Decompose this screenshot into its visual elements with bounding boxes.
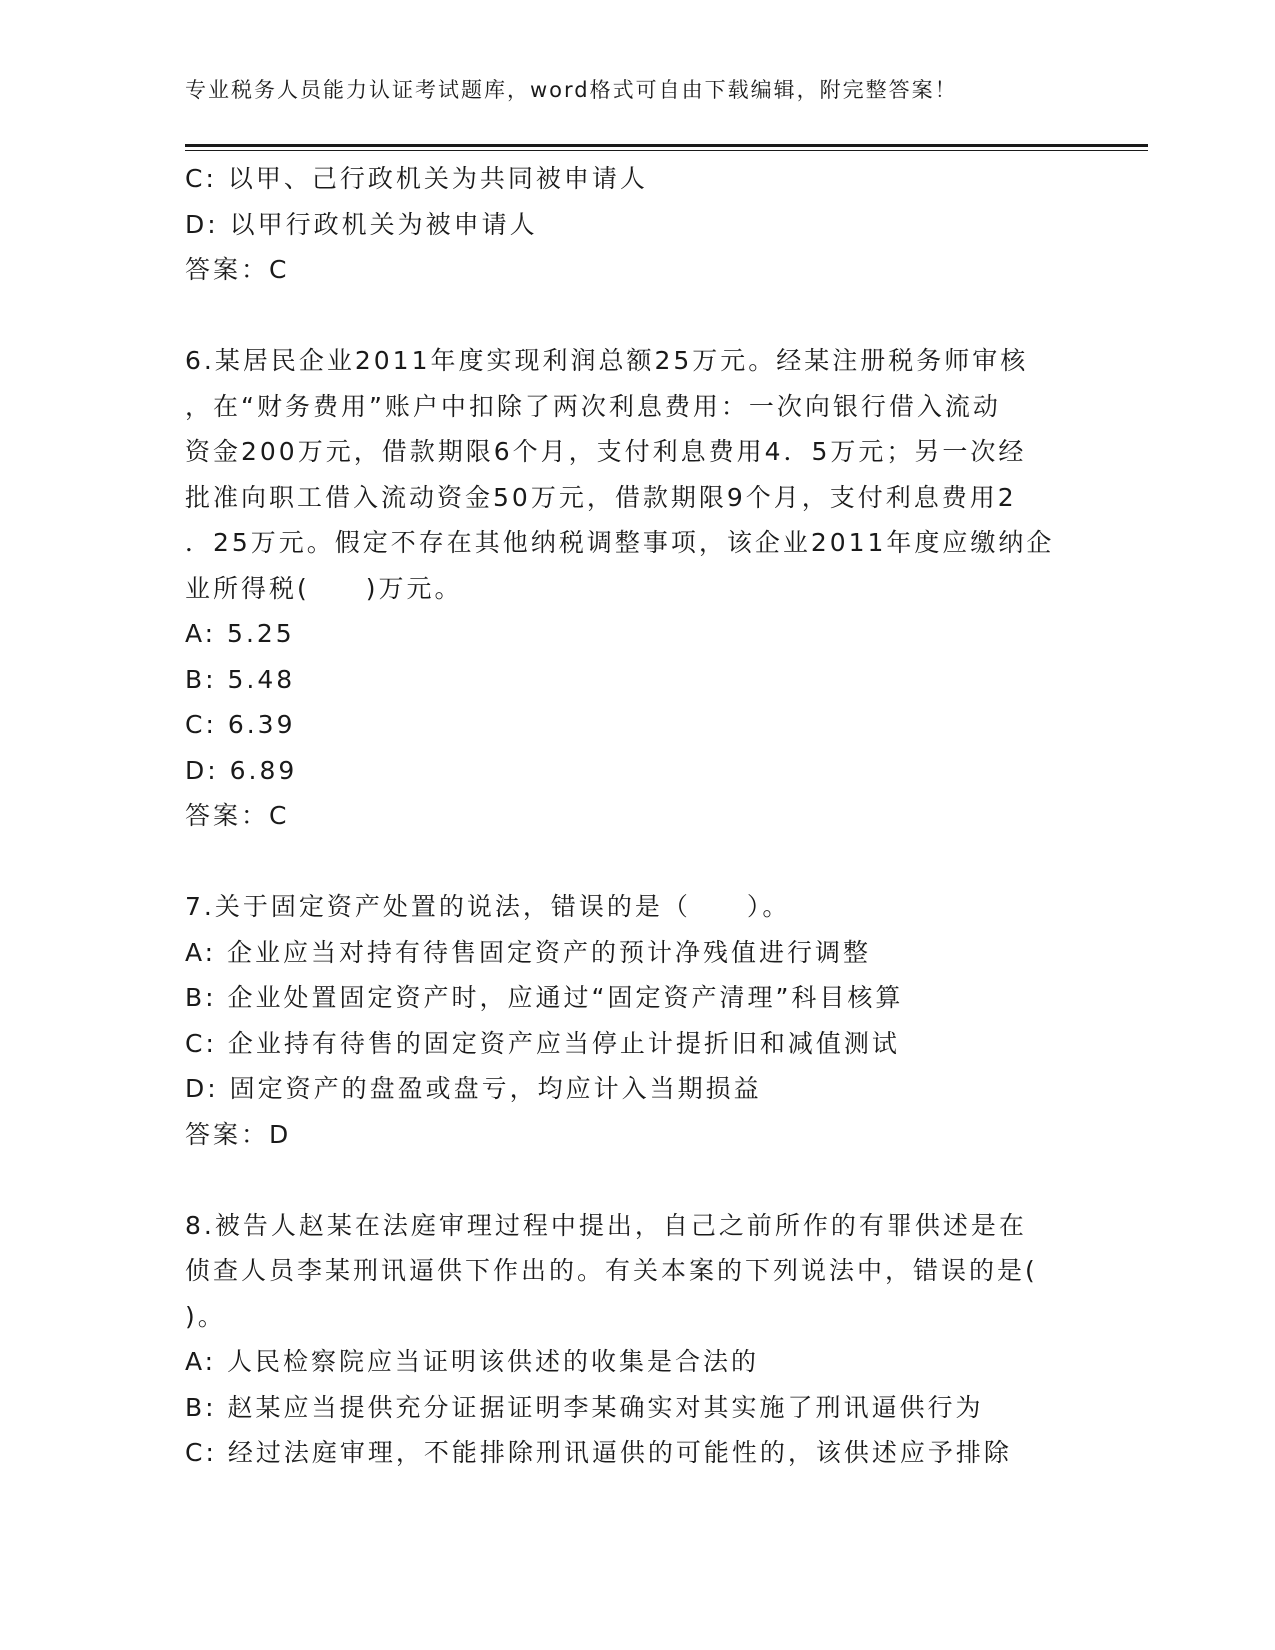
option-a: A: 5.25 — [185, 619, 295, 648]
option-b: B: 5.48 — [185, 664, 296, 694]
answer: 答案：C — [185, 255, 290, 284]
question-7 — [185, 884, 1085, 1157]
header-rule-thick — [185, 144, 1148, 147]
question-stem-line: 业所得税( )万元。 — [185, 573, 463, 603]
spacer — [185, 1157, 1085, 1203]
question-8 — [185, 1203, 1085, 1476]
question-5-tail — [185, 156, 1085, 293]
option-c: C: 经过法庭审理，不能排除刑讯逼供的可能性的，该供述应予排除 — [185, 1438, 1012, 1467]
answer: 答案：D — [185, 1119, 292, 1149]
option-c: C: 以甲、己行政机关为共同被申请人 — [185, 164, 648, 193]
answer: 答案：C — [185, 801, 290, 830]
question-6 — [185, 338, 1085, 839]
question-stem-line: 资金200万元，借款期限6个月，支付利息费用4．5万元；另一次经 — [185, 437, 1027, 466]
option-d: D: 以甲行政机关为被申请人 — [185, 209, 538, 239]
option-a: A: 企业应当对持有待售固定资产的预计净残值进行调整 — [185, 937, 872, 967]
question-stem-line: 7.关于固定资产处置的说法，错误的是（ ）。 — [185, 892, 791, 921]
option-c: C: 6.39 — [185, 710, 296, 739]
document-body — [185, 156, 1085, 1476]
option-a: A: 人民检察院应当证明该供述的收集是合法的 — [185, 1347, 760, 1376]
question-stem-line: 8.被告人赵某在法庭审理过程中提出，自己之前所作的有罪供述是在 — [185, 1210, 1027, 1240]
option-d: D: 6.89 — [185, 755, 298, 785]
page-header: 专业税务人员能力认证考试题库，word格式可自由下载编辑，附完整答案！ — [185, 78, 958, 102]
spacer — [185, 839, 1085, 885]
question-stem-line: 6.某居民企业2011年度实现利润总额25万元。经某注册税务师审核 — [185, 346, 1029, 375]
question-stem-line: 批准向职工借入流动资金50万元，借款期限9个月，支付利息费用2 — [185, 482, 1017, 512]
option-d: D: 固定资产的盘盈或盘亏，均应计入当期损益 — [185, 1074, 762, 1103]
option-b: B: 赵某应当提供充分证据证明李某确实对其实施了刑讯逼供行为 — [185, 1392, 984, 1422]
spacer — [185, 293, 1085, 339]
option-b: B: 企业处置固定资产时，应通过“固定资产清理”科目核算 — [185, 983, 904, 1012]
question-stem-line: 侦查人员李某刑讯逼供下作出的。有关本案的下列说法中，错误的是( — [185, 1256, 1038, 1285]
question-stem-line: ，在“财务费用”账户中扣除了两次利息费用：一次向银行借入流动 — [185, 391, 1001, 421]
question-stem-line: ．25万元。假定不存在其他纳税调整事项，该企业2011年度应缴纳企 — [185, 528, 1055, 557]
option-c: C: 企业持有待售的固定资产应当停止计提折旧和减值测试 — [185, 1028, 900, 1058]
header-rule-thin — [185, 150, 1148, 151]
question-stem-line: )。 — [185, 1301, 226, 1331]
